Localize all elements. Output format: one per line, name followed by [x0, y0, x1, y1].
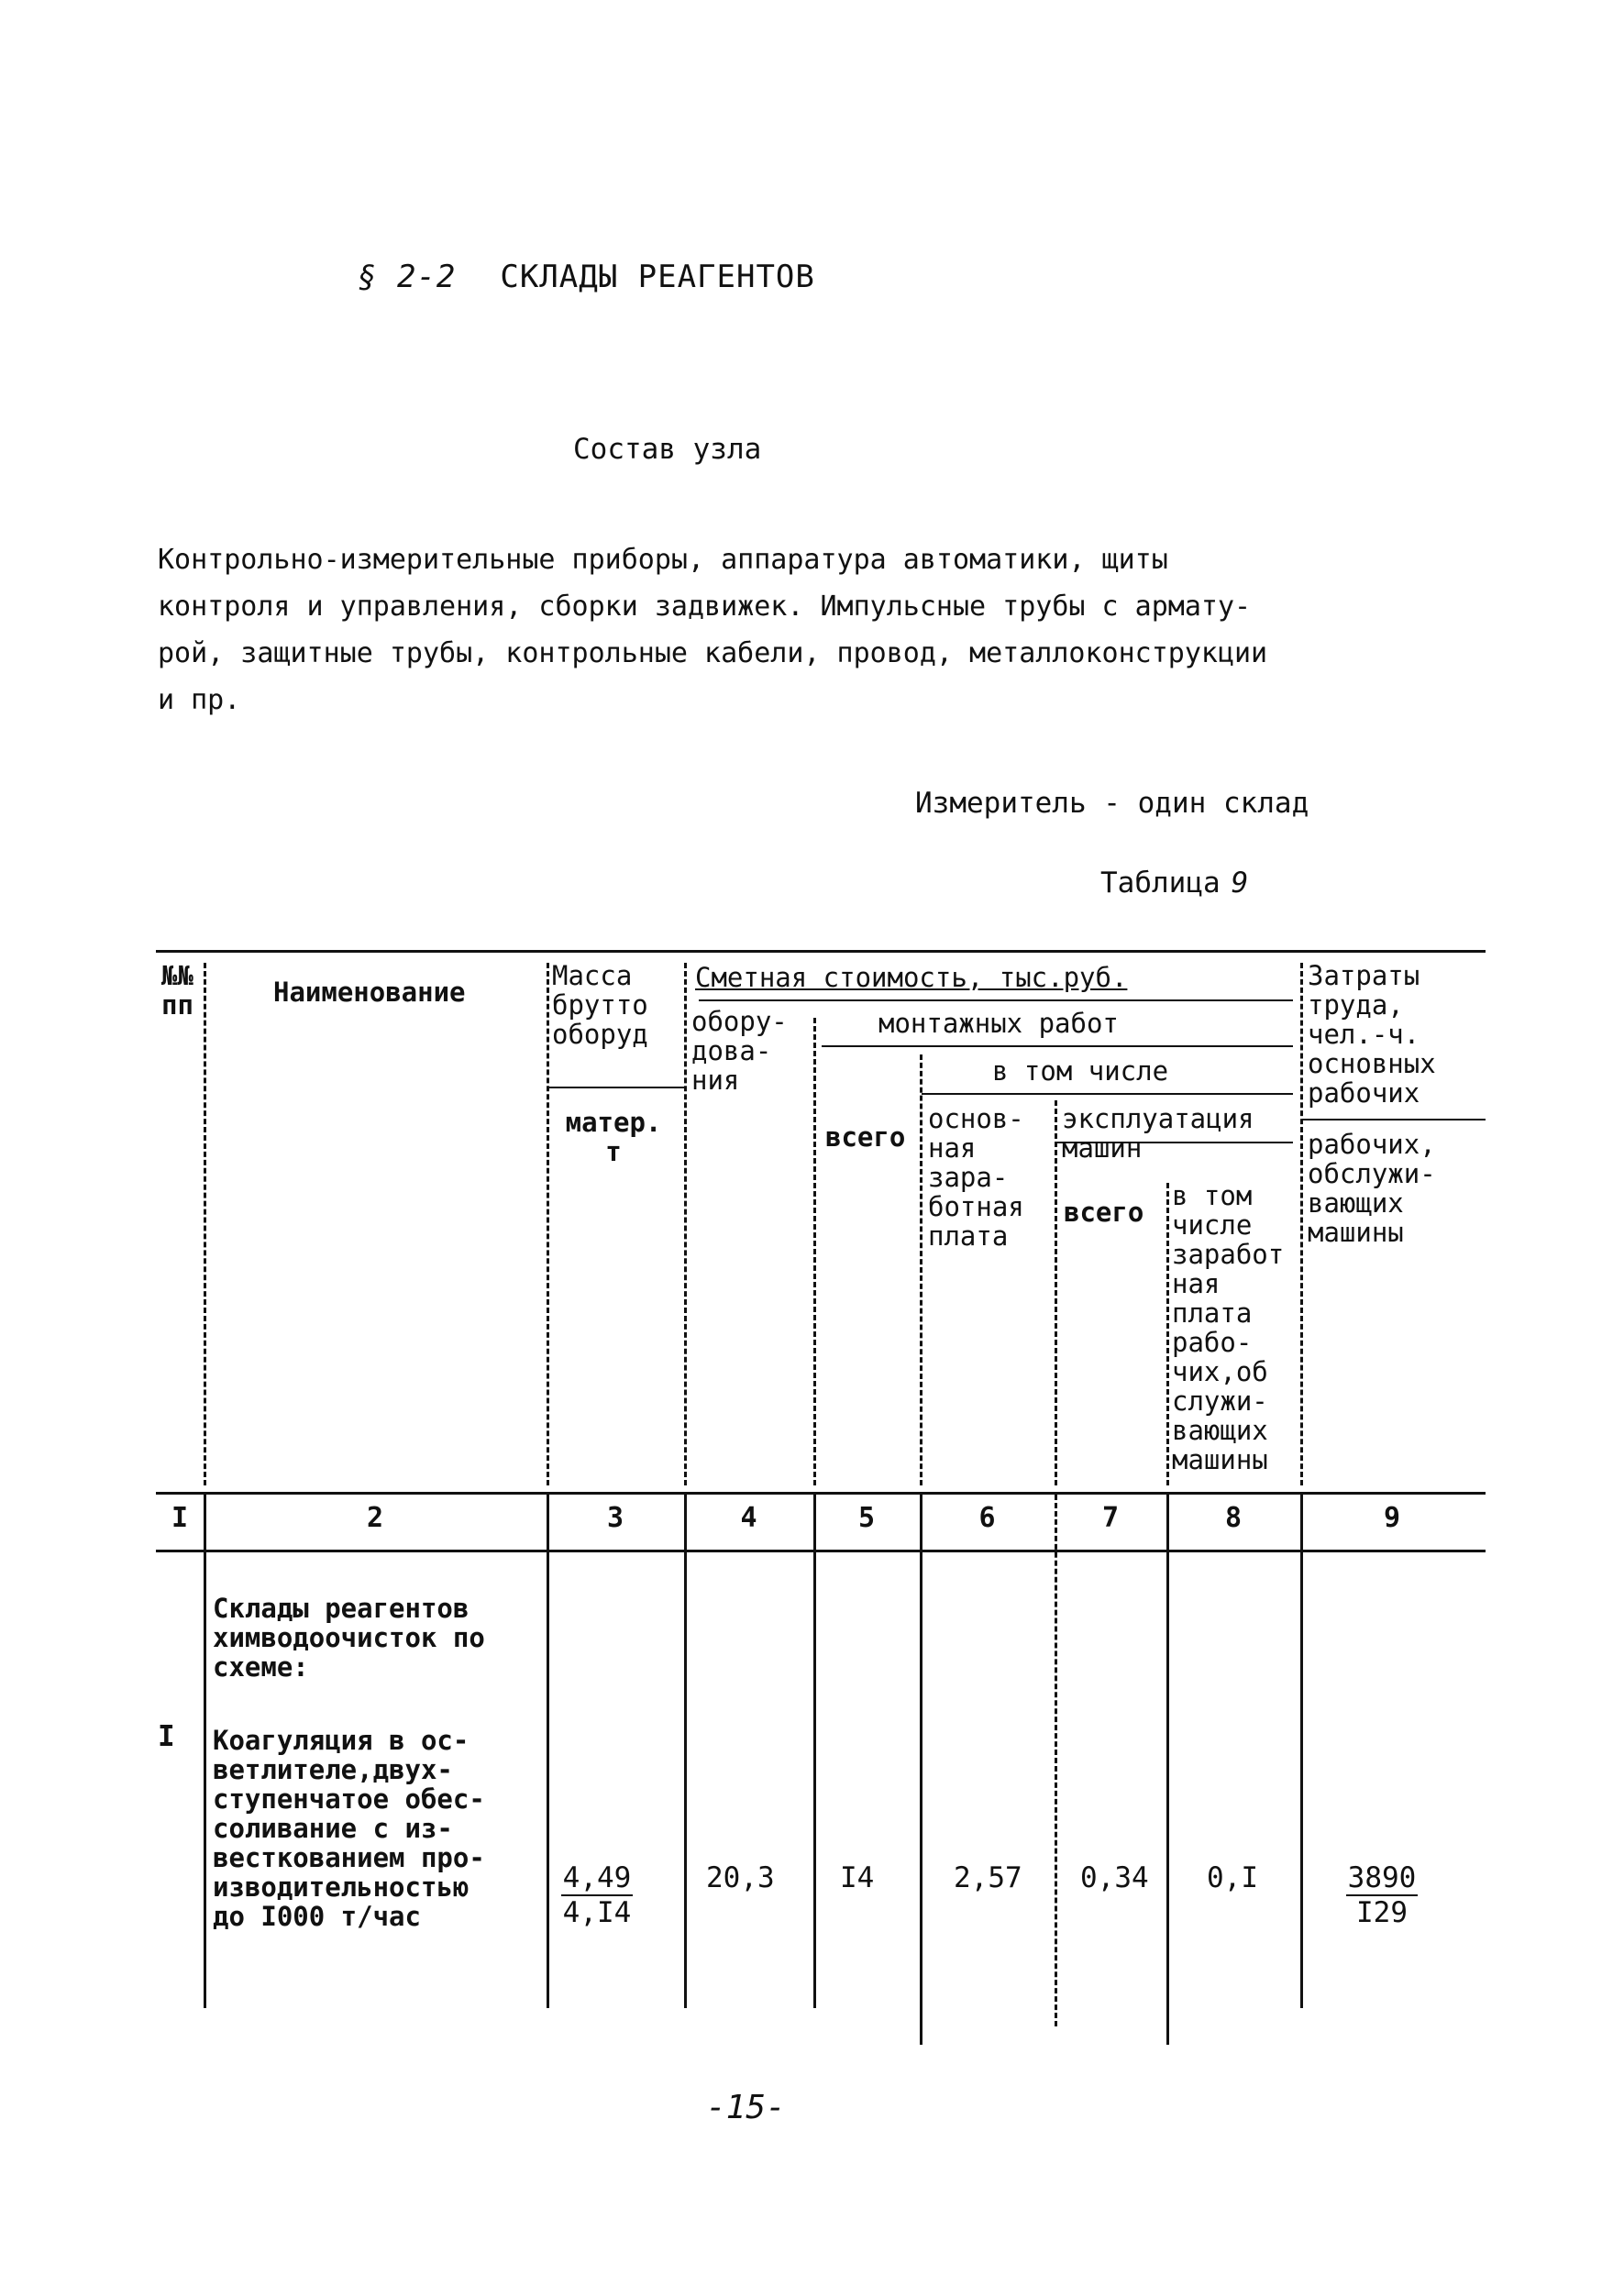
- header-cost-group: Сметная стоимость, тыс.руб.: [695, 962, 1128, 993]
- col-rule-1-body: [204, 1495, 206, 2008]
- table-top-rule: [156, 950, 1486, 953]
- row-base-wage: 2,57: [954, 1861, 1022, 1894]
- table-label-number: 9: [1231, 867, 1249, 900]
- row-mass: [556, 1861, 638, 1929]
- mass-split-rule: [547, 1087, 684, 1088]
- row-mass-top: 4,49: [562, 1861, 632, 1894]
- col-rule-6-body: [1055, 1495, 1057, 2026]
- table-label: [1100, 867, 1248, 900]
- header-machine-total: всего: [1064, 1197, 1144, 1228]
- col-rule-6: [1055, 1100, 1057, 1485]
- header-mass-top: Масса брутто оборуд: [552, 960, 648, 1050]
- header-base-wage: основ- ная зара- ботная плата: [928, 1103, 1024, 1252]
- col-rule-7: [1166, 1183, 1169, 1485]
- cost-group-rule: [699, 999, 1293, 1001]
- header-equipment: обору- дова- ния: [691, 1006, 788, 1096]
- row-mass-bottom: 4,I4: [562, 1896, 632, 1929]
- table-colnum-bottom-rule: [156, 1550, 1486, 1552]
- col-rule-5: [920, 1054, 922, 1485]
- header-machine-wage: в том числе заработ ная плата рабо- чих,об служи- вающих машины: [1172, 1180, 1285, 1475]
- row-equipment: 20,3: [706, 1861, 775, 1894]
- col-rule-5-body: [920, 1495, 922, 2045]
- col-rule-2-body: [547, 1495, 549, 2008]
- header-name: Наименование: [273, 977, 466, 1008]
- page-number: -15-: [706, 2089, 786, 2126]
- composition-paragraph: Контрольно-измерительные приборы, аппаратура автоматики, щиты контроля и управления, сборки задвижек. Импульсные трубы с армату- рой, защитные трубы, контрольные кабели, провод, металлоконструкции и пр.: [158, 544, 1268, 716]
- colnum-2: 2: [366, 1502, 384, 1534]
- header-mass-bottom: матер. т: [565, 1107, 662, 1167]
- col-rule-8-body: [1300, 1495, 1303, 2008]
- row-machine-wage: 0,I: [1207, 1861, 1258, 1894]
- row-total: I4: [840, 1861, 875, 1894]
- incl-group-rule: [922, 1093, 1293, 1095]
- header-total: всего: [825, 1121, 906, 1153]
- mounting-group-rule: [822, 1045, 1293, 1047]
- col-rule-4: [813, 1018, 816, 1485]
- col-rule-1: [204, 963, 206, 1485]
- row-labor-bottom: I29: [1356, 1896, 1408, 1929]
- header-incl-group: в том числе: [992, 1055, 1169, 1087]
- section-number: § 2-2: [358, 259, 457, 295]
- col-rule-8: [1300, 963, 1303, 1485]
- header-machine-group: эксплуатация машин: [1062, 1103, 1254, 1164]
- col-rule-3-body: [684, 1495, 687, 2008]
- header-mounting-group: монтажных работ: [878, 1008, 1119, 1039]
- col-rule-2: [547, 963, 549, 1485]
- section-heading: [358, 259, 815, 295]
- colnum-6: 6: [978, 1502, 996, 1534]
- table-label-text: Таблица: [1100, 867, 1221, 900]
- header-labor-bottom: рабочих, обслужи- вающих машины: [1308, 1129, 1436, 1248]
- col-rule-7-body: [1166, 1495, 1169, 2045]
- row-name: Коагуляция в ос- ветлителе,двух- ступенчатое обес- соливание с из- весткованием про- изводительностью до I000 т/час: [213, 1725, 485, 1932]
- row-num: I: [158, 1720, 175, 1753]
- header-num: №№ пп: [161, 960, 193, 1021]
- row-machine-total: 0,34: [1080, 1861, 1149, 1894]
- colnum-9: 9: [1383, 1502, 1401, 1534]
- labor-split-rule: [1302, 1119, 1486, 1120]
- table-header-bottom-rule: [156, 1492, 1486, 1495]
- group-label: Склады реагентов химводоочисток по схеме:: [213, 1593, 485, 1683]
- section-title: СКЛАДЫ РЕАГЕНТОВ: [500, 259, 815, 295]
- colnum-7: 7: [1101, 1502, 1120, 1534]
- colnum-8: 8: [1224, 1502, 1243, 1534]
- subtitle: Состав узла: [573, 433, 762, 466]
- colnum-5: 5: [857, 1502, 876, 1534]
- row-labor-top: 3890: [1347, 1861, 1417, 1894]
- row-labor: [1341, 1861, 1423, 1929]
- colnum-1: I: [171, 1502, 189, 1534]
- colnum-4: 4: [740, 1502, 757, 1534]
- col-rule-3: [684, 963, 687, 1485]
- header-labor-top: Затраты труда, чел.-ч. основных рабочих: [1308, 960, 1436, 1109]
- colnum-3: 3: [606, 1502, 624, 1534]
- col-rule-4-body: [813, 1495, 816, 2008]
- meter-note: Измеритель - один склад: [915, 787, 1309, 820]
